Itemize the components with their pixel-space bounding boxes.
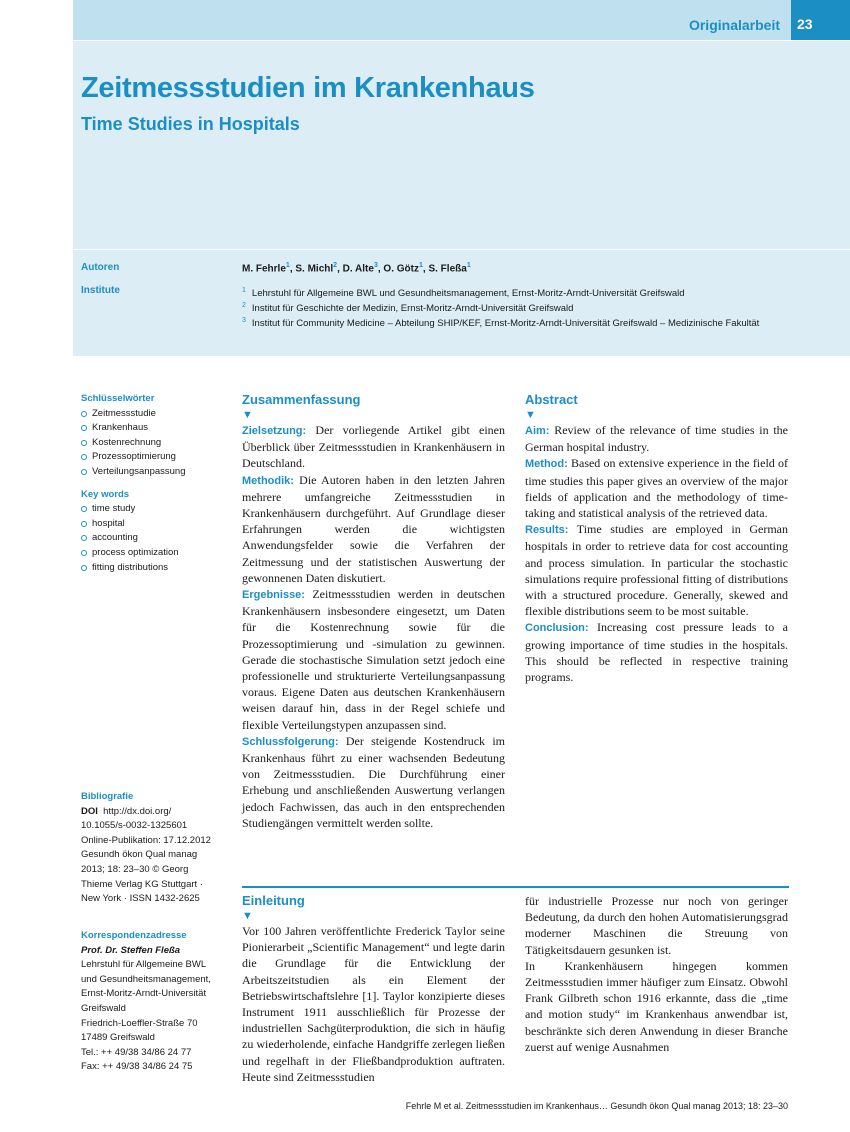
abstract-body: [525, 422, 788, 685]
biblio-line: Thieme Verlag KG Stuttgart ·: [81, 878, 203, 890]
keyword-item: Kostenrechnung: [81, 436, 231, 451]
bibliography-block: [81, 790, 231, 907]
correspondence-block: [81, 929, 231, 1075]
paragraph-label: Method:: [525, 458, 568, 471]
institute-number: 1: [242, 287, 246, 294]
section-divider: [242, 886, 789, 888]
einleitung-column-2: [525, 893, 788, 1055]
einleitung-paragraph-2: für industrielle Prozesse nur noch von geringer Bedeutung, da durch den hohen Automatisierungsgrad moderner Maschinen die Streuung von Tätigkeitsdauern gesunken ist.: [525, 894, 788, 957]
institute-name: Institut für Community Medicine – Abteilung SHIP/KEF, Ernst-Moritz-Arndt-Universität Greifswald – Medizinische Fakultät: [251, 318, 760, 330]
corresp-lines: [81, 958, 231, 1075]
paragraph-label: Schlussfolgerung:: [242, 735, 339, 748]
keyword-item: Krankenhaus: [81, 421, 231, 436]
keyword-item: Prozessoptimierung: [81, 450, 231, 465]
author-name: O. Götz: [383, 263, 419, 275]
corresp-line: Ernst-Moritz-Arndt-Universität: [81, 988, 207, 1000]
author-list: M. Fehrle$^1$, S. Michl$^2$, D. Alte$^3$, O. Götz$^1$, S. Fleßa$^1$: [242, 262, 471, 275]
corresp-line: und Gesundheitsmanagement,: [81, 973, 211, 985]
keyword-item: accounting: [81, 531, 231, 546]
author-affiliation-number: 1: [285, 262, 290, 269]
paragraph-text: Der steigende Kostendruck im Krankenhaus führt zu einer wachsenden Bedeutung von Zeitmessstudien. Die Durchführung einer Erhebung und anschließenden Auswertung verlangen jedoch Fachwissen, das auch in den entsprechenden Studiengängen vermittelt werden sollte.: [242, 733, 506, 830]
corresp-line: 17489 Greifswald: [81, 1032, 155, 1044]
einleitung-paragraph-1: Vor 100 Jahren veröffentlichte Frederick Taylor seine Pionierarbeit „Scientific Management“ und legte darin die Grundlage für die Entwicklung der Arbeitszeitstudien als ein Element der Betriebswirtschaftslehre [1]. Taylor konzipierte dieses Instrument 1911 ausschließlich für Prozesse der industriellen Sachgüterproduktion, die sich in häufig zu wiederholende, einfache Handgriffe zerlegen ließen und regelhaft in der Fließbandproduktion auftraten. Heute sind Zeitmessstudien: [242, 924, 505, 1084]
paragraph-text: Zeitmessstudien werden in deutschen Krankenhäusern insbesondere eingesetzt, um Daten für die Kostenrechnung sowie für die Prozessoptimierung und -simulation zu gewinnen. Gerade die stochastische Simulation setzt jedoch eine professionelle und strukturierte Verteilungsanpassung voraus. Eigene Daten aus deutschen Krankenhäusern weisen darauf hin, dass in der Regel schiefe und flexible Verteilungstypen anzupassen sind.: [242, 587, 506, 732]
abstract-section: [525, 392, 788, 685]
institute-item: [242, 285, 759, 300]
section-label: Originalarbeit: [688, 17, 780, 33]
institute-item: [242, 315, 759, 330]
abstract-paragraph: [525, 619, 788, 685]
keywords-en-list: [81, 502, 231, 575]
paragraph-label: Methodik:: [242, 474, 294, 487]
corresp-line: Lehrstuhl für Allgemeine BWL: [81, 959, 207, 971]
article-subtitle: Time Studies in Hospitals: [81, 114, 300, 134]
keywords-de-list: [81, 407, 231, 480]
author-affiliation-number: 1: [466, 262, 471, 269]
institutes-label: Institute: [81, 285, 120, 296]
author-affiliation-number: 2: [333, 262, 338, 269]
page-number-box: [791, 0, 850, 40]
biblio-lines: [81, 819, 231, 907]
keyword-item: fitting distributions: [81, 561, 231, 576]
paragraph-text: Der vorliegende Artikel gibt einen Überblick über Zeitmessstudien in Krankenhäusern in Deutschland.: [242, 423, 505, 471]
author-name: M. Fehrle: [242, 263, 286, 275]
abstract-paragraph: [242, 733, 505, 831]
keyword-item: time study: [81, 502, 231, 517]
biblio-line: 2013; 18: 23–30 © Georg: [81, 863, 189, 875]
authors-label: Autoren: [81, 262, 120, 273]
article-title: Zeitmessstudien im Krankenhaus: [81, 72, 535, 104]
corresp-line: Fax: ++ 49/38 34/86 24 75: [81, 1061, 193, 1073]
header-band: [73, 0, 791, 40]
author-name: D. Alte: [342, 263, 374, 275]
keyword-item: Verteilungsanpassung: [81, 465, 231, 480]
biblio-line: Gesundh ökon Qual manag: [81, 849, 198, 861]
section-marker-icon: ▼: [525, 409, 536, 421]
paragraph-text: Increasing cost pressure leads to a growing importance of time studies in the hospitals. This should be reflected in respective training programs.: [525, 620, 789, 685]
paragraph-label: Results:: [525, 524, 569, 537]
abstract-heading: Abstract: [525, 392, 578, 407]
abstract-paragraph: [525, 455, 788, 521]
institute-list: [242, 285, 759, 330]
zusammenfassung-body: [242, 422, 505, 831]
section-marker-icon: ▼: [242, 910, 253, 922]
zusammenfassung-section: [242, 392, 505, 831]
institute-number: 3: [242, 317, 246, 325]
paragraph-label: Zielsetzung:: [242, 425, 307, 437]
author-band: [73, 250, 850, 356]
keyword-item: hospital: [81, 517, 231, 532]
doi-link[interactable]: http://dx.doi.org/: [103, 805, 172, 817]
corresp-name: Prof. Dr. Steffen Fleßa: [81, 944, 181, 956]
biblio-line: 10.1055/s-0032-1325601: [81, 820, 188, 832]
biblio-line: New York · ISSN 1432-2625: [81, 893, 200, 905]
author-affiliation-number: 3: [373, 262, 378, 269]
doi-line: DOI http://dx.doi.org/: [81, 805, 172, 817]
abstract-paragraph: [525, 521, 788, 619]
abstract-paragraph: [242, 586, 505, 733]
abstract-paragraph: [242, 472, 505, 586]
paragraph-text: Die Autoren haben in den letzten Jahren mehrere umfangreiche Zeitmessstudien in Krankenhäusern durchgeführt. Auf Grundlage dieser Erfahrungen werden die wichtigsten Anwendungsfelder sowie die Verfahren der Zeitmessung und der statistischen Auswertung der gewonnenen Daten diskutiert.: [242, 472, 506, 585]
paragraph-label: Conclusion:: [525, 622, 589, 635]
einleitung-paragraph-3: In Krankenhäusern hingegen kommen Zeitmessstudien immer häufiger zum Einsatz. Obwohl Frank Gilbreth schon 1916 erkannte, dass die „time and motion study“ im Krankenhaus anwendbar ist, beschränkte sich deren Anwendung in dieser Branche zuerst auf wenige Ausnahmen: [525, 958, 788, 1054]
keywords-en-title: Key words: [81, 488, 130, 500]
paragraph-text: Time studies are employed in German hospitals in order to retrieve data for cost accounting and process simulation. In particular the stochastic simulations require professional fitting of distributions with a structured procedure. Generally, skewed and flexible distributions seem to be most suitable.: [525, 522, 788, 619]
biblio-line: Online-Publikation: 17.12.2012: [81, 834, 211, 846]
biblio-title: Bibliografie: [81, 791, 134, 802]
keywords-sidebar: [81, 392, 231, 583]
corresp-line: Friedrich-Loeffler-Straße 70: [81, 1017, 198, 1029]
abstract-paragraph: [242, 422, 505, 472]
paragraph-text: Review of the relevance of time studies in the German hospital industry.: [525, 423, 788, 455]
institute-number: 2: [242, 302, 246, 310]
abstract-paragraph: [525, 422, 788, 455]
keywords-de-title: Schlüsselwörter: [81, 393, 155, 404]
keyword-item: process optimization: [81, 546, 231, 561]
page-footer: Fehrle M et al. Zeitmessstudien im Krankenhaus… Gesundh ökon Qual manag 2013; 18: 23–30: [405, 1101, 788, 1111]
institute-item: [242, 300, 759, 315]
einleitung-heading: Einleitung: [242, 893, 305, 908]
einleitung-section: [242, 893, 505, 1085]
paragraph-text: Based on extensive experience in the field of time studies this paper gives an overview of the major fields of application and the methodology of time-taking and statistical analysis of the retrieved data.: [525, 456, 789, 521]
institute-name: Institut für Geschichte der Medizin, Ernst-Moritz-Arndt-Universität Greifswald: [251, 303, 574, 315]
keyword-item: Zeitmessstudie: [81, 407, 231, 422]
author-affiliation-number: 1: [418, 262, 423, 269]
corresp-line: Tel.: ++ 49/38 34/86 24 77: [81, 1046, 192, 1058]
zusammenfassung-heading: Zusammenfassung: [242, 392, 361, 407]
corresp-title: Korrespondenzadresse: [81, 930, 187, 941]
paragraph-label: Ergebnisse:: [242, 589, 305, 602]
author-name: S. Fleßa: [428, 263, 467, 275]
author-name: S. Michl: [295, 263, 334, 275]
paragraph-label: Aim:: [525, 425, 550, 437]
corresp-line: Greifswald: [81, 1002, 126, 1014]
institute-name: Lehrstuhl für Allgemeine BWL und Gesundheitsmanagement, Ernst-Moritz-Arndt-Universität Greifswald: [251, 288, 685, 300]
page-number: 23: [797, 16, 813, 32]
section-marker-icon: ▼: [242, 409, 253, 421]
